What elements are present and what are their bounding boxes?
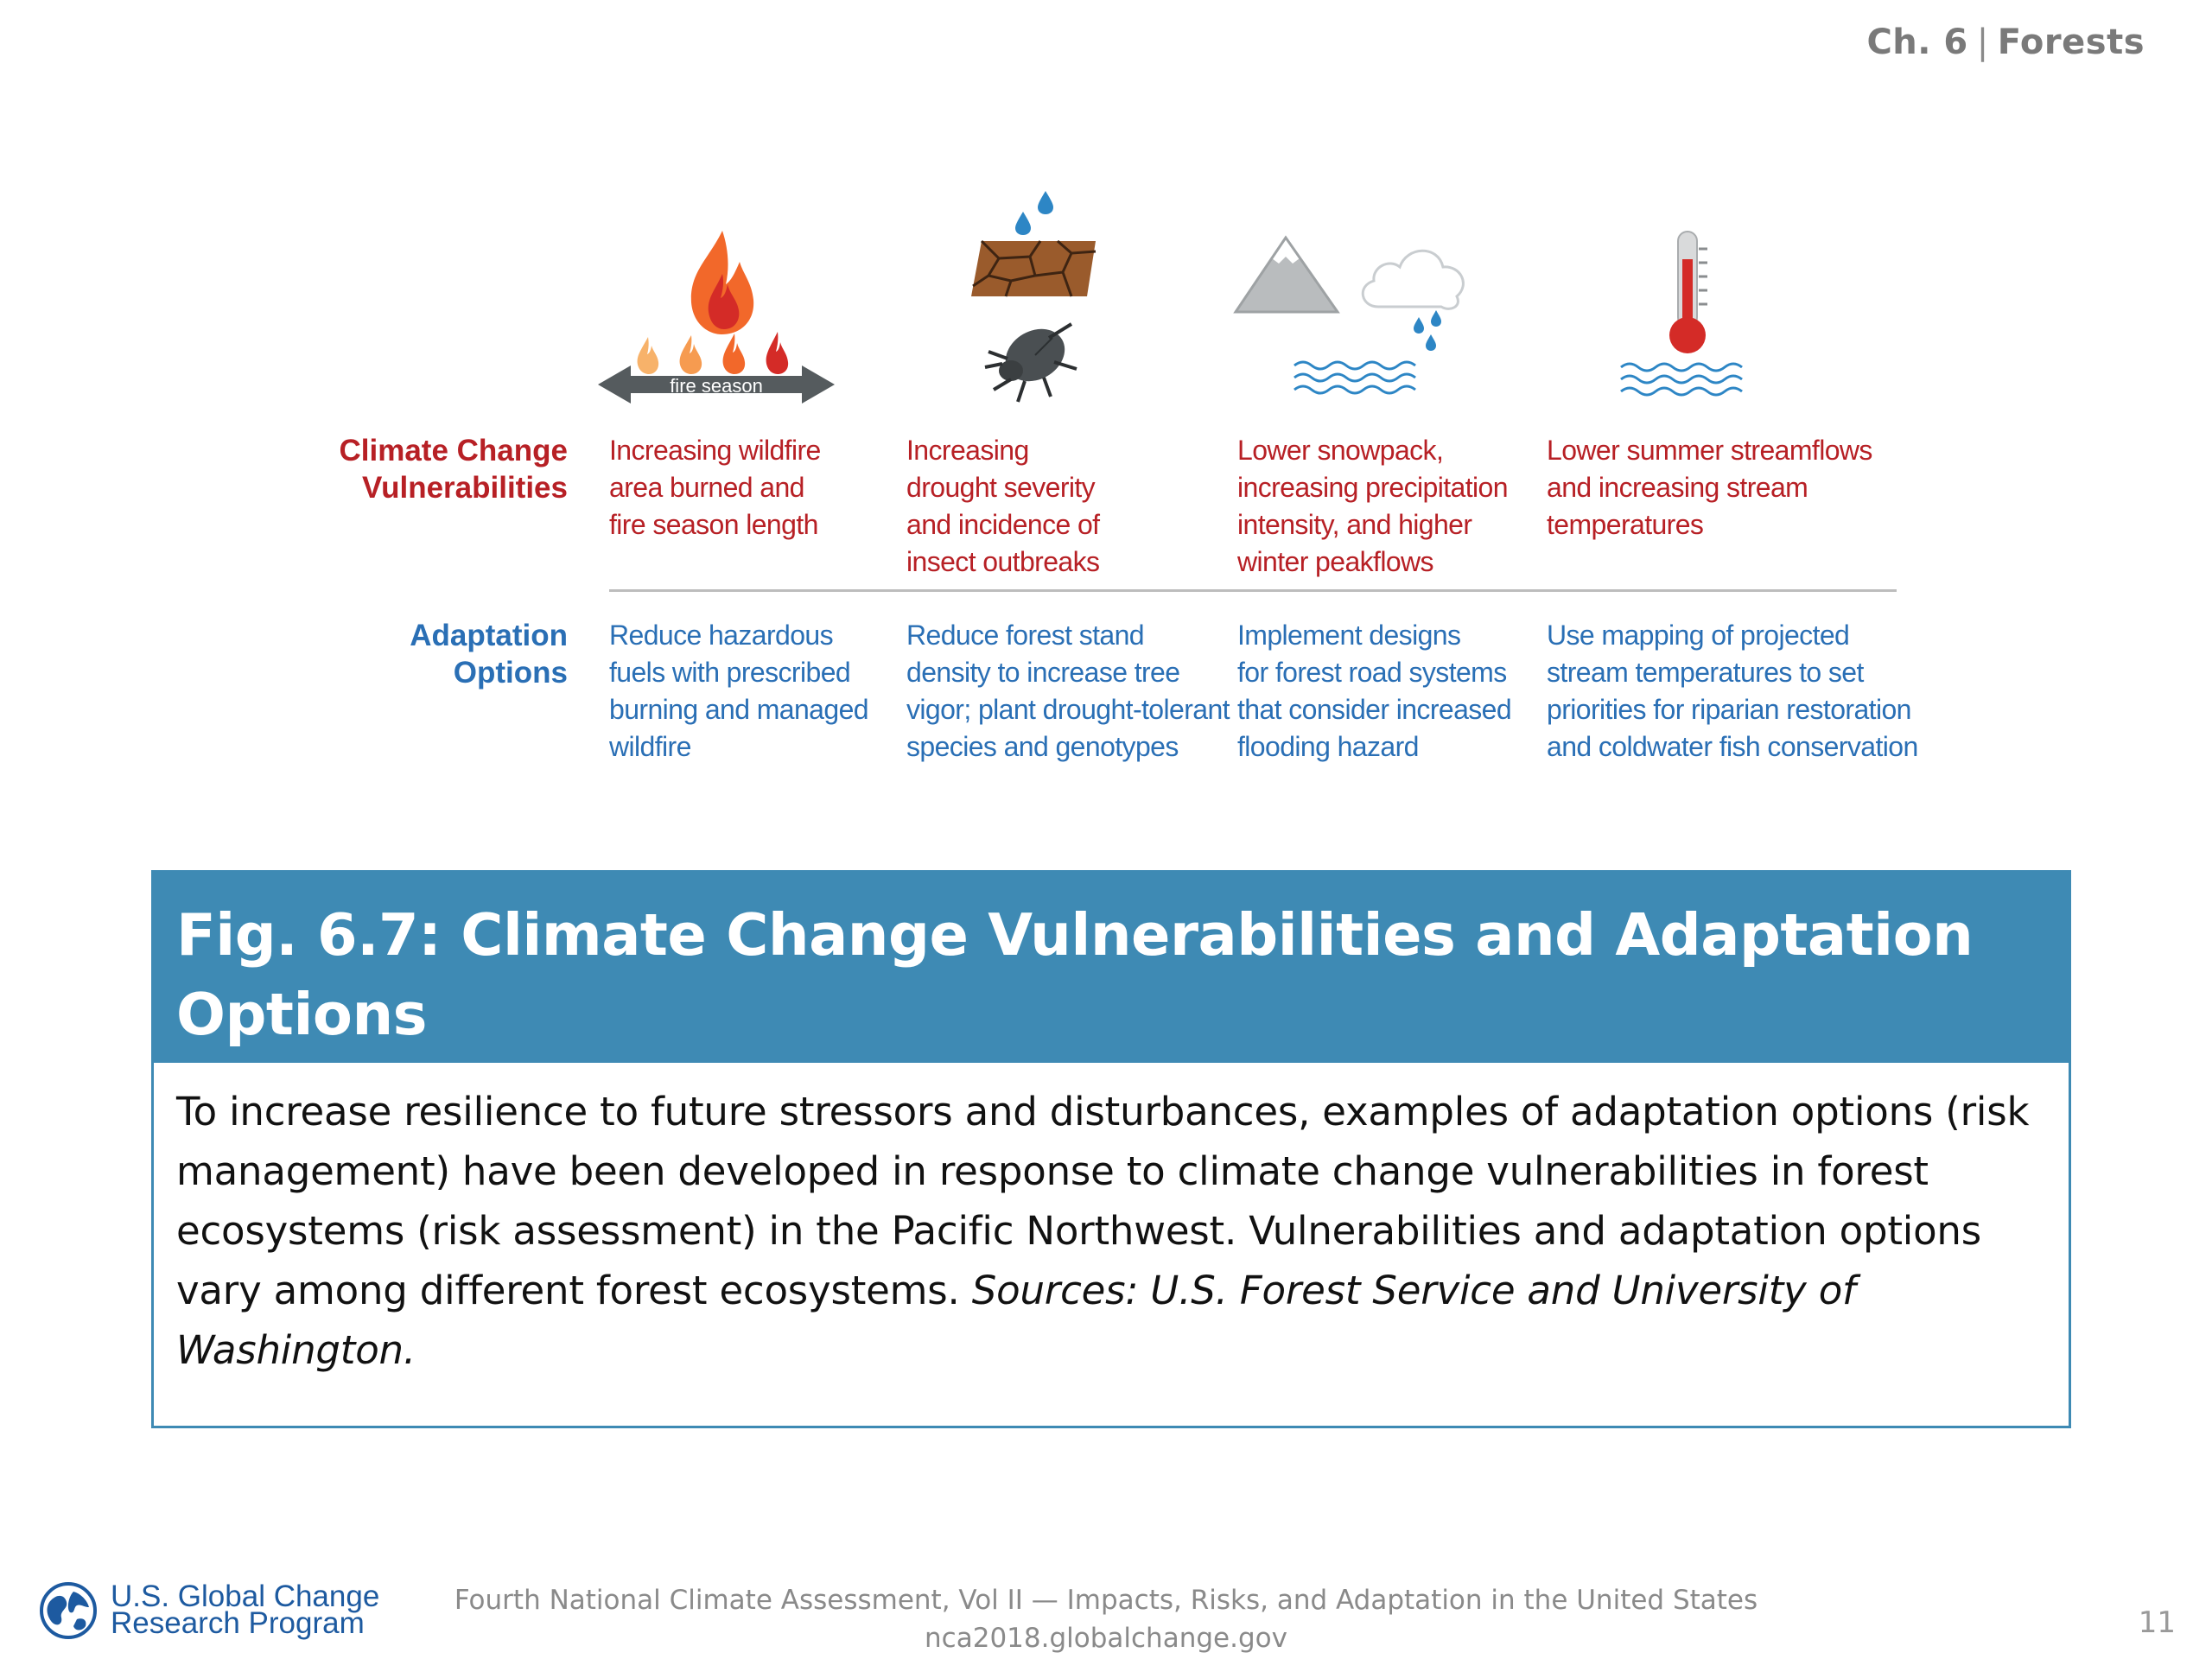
chapter-topic: Forests	[1997, 22, 2145, 62]
cloud-icon	[1363, 251, 1463, 308]
caption-text: To increase resilience to future stressors and disturbances, examples of adaptation options (risk management) have been developed in response to climate change vulnerabilities in forest ecosystems (risk assessment) in the Pacific Northwest. Vulnerabilities and adaptation options vary among different forest ecosystems.	[176, 1089, 2030, 1313]
figure-caption	[154, 1063, 2069, 1380]
chapter-separator: |	[1976, 22, 1989, 62]
water-waves-icon	[1294, 362, 1415, 393]
caption-sources: Sources: U.S. Forest Service and University of Washington.	[176, 1268, 1856, 1373]
vulnerability-streamflow: Lower summer streamflows and increasing stream temperatures	[1547, 435, 1872, 540]
climate-change-vulnerabilities-label: Climate Change Vulnerabilities	[339, 434, 568, 505]
adaptation-streamflow: Use mapping of projected stream temperatures to set priorities for riparian restoration and coldwater fish conservation	[1547, 620, 1918, 762]
adaptation-options-label: Adaptation Options	[410, 619, 568, 690]
adaptation-drought: Reduce forest stand density to increase tree vigor; plant drought-tolerant species and genotypes	[906, 620, 1230, 762]
vulnerability-snowpack: Lower snowpack, increasing precipitation intensity, and higher winter peakflows	[1237, 435, 1508, 577]
adaptation-wildfire: Reduce hazardous fuels with prescribed burning and managed wildfire	[609, 620, 868, 762]
water-waves-icon	[1621, 364, 1742, 395]
snowpack-precipitation-icon	[1227, 229, 1503, 410]
row-divider	[609, 589, 1897, 592]
drought-insect-icon	[950, 186, 1115, 410]
assessment-title: Fourth National Climate Assessment, Vol II — Impacts, Risks, and Adaptation in the United States	[454, 1585, 1758, 1616]
vulnerability-wildfire: Increasing wildfire area burned and fire season length	[609, 435, 821, 540]
small-flame-icons	[638, 332, 789, 374]
beetle-icon	[985, 319, 1077, 402]
vulnerability-drought: Increasing drought severity and incidence of insect outbreaks	[906, 435, 1100, 577]
chapter-number: Ch. 6	[1866, 22, 1968, 62]
footer-url[interactable]: nca2018.globalchange.gov	[925, 1623, 1287, 1654]
footer-citation	[0, 1581, 2212, 1657]
figure-caption-box	[151, 870, 2071, 1428]
figure-title: Fig. 6.7: Climate Change Vulnerabilities and Adaptation Options	[154, 873, 2069, 1063]
organization-name: U.S. Global Change Research Program	[111, 1580, 380, 1640]
rain-drop-icons	[1414, 310, 1441, 351]
page-number: 11	[2138, 1605, 2176, 1640]
wildfire-icon	[588, 220, 847, 415]
thermometer-stream-icon	[1616, 225, 1763, 410]
adaptation-snowpack: Implement designs for forest road systems that consider increased flooding hazard	[1237, 620, 1512, 762]
fire-season-label: fire season	[670, 375, 763, 397]
